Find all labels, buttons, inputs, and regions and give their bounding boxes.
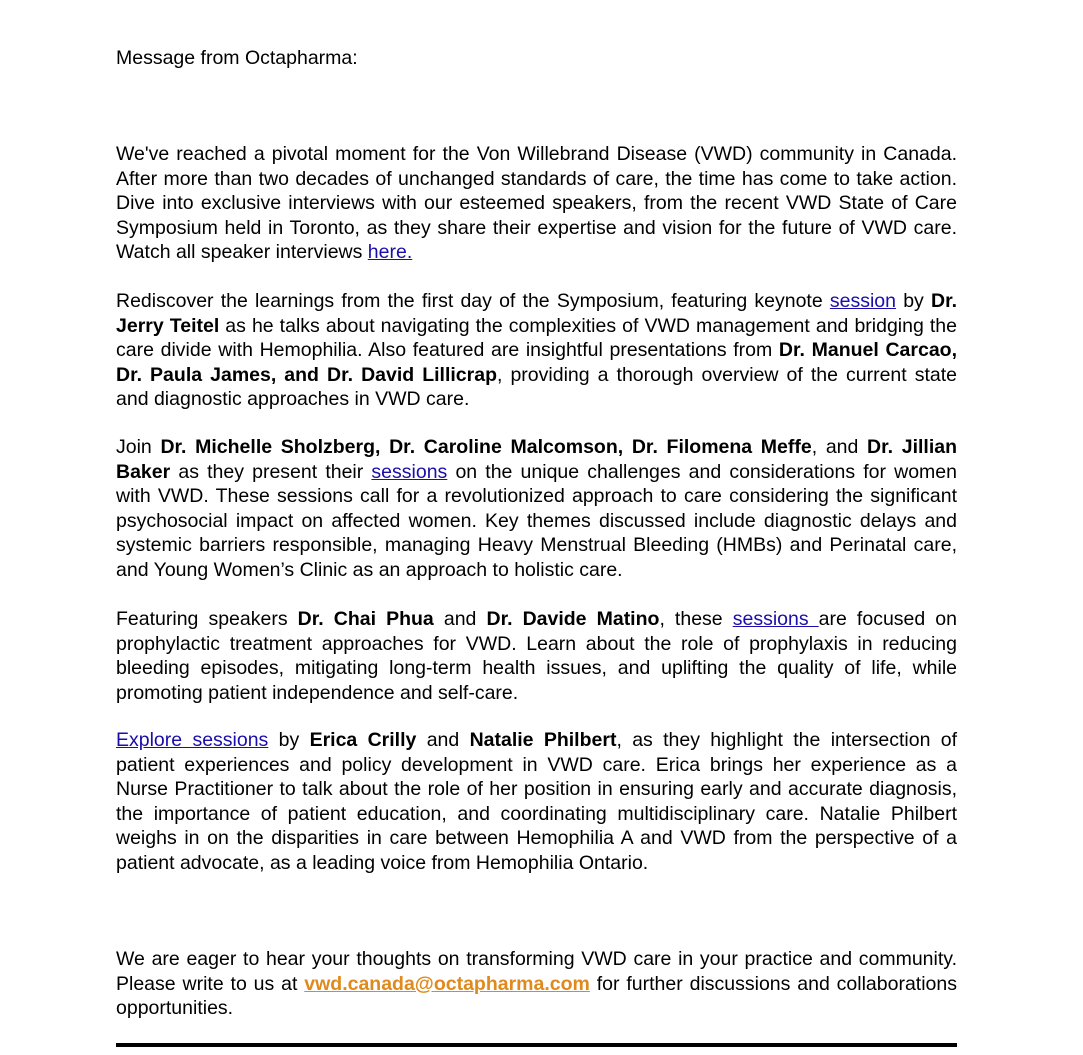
speaker-name: Dr. Davide Matino (486, 608, 660, 630)
text: , these (659, 608, 733, 630)
text: We've reached a pivotal moment for the Von Willebrand Disease (VWD) community in Canada. After more than two decades of unchanged standards of care, the time has come to take action. Dive into exclusive interviews with our esteemed speakers, from the recent VWD State of Care Symposium held in Toronto, as they share their expertise and vision for the future of VWD care. Watch all speaker interviews (116, 143, 957, 263)
contact-email-link[interactable]: vwd.canada@octapharma.com (304, 972, 590, 995)
speaker-name: Erica Crilly (309, 729, 417, 751)
text: by (896, 290, 931, 312)
paragraph-interviews (116, 142, 957, 265)
text: are focused on prophylactic treatment approaches for VWD. Learn about the role of prophylaxis in reducing bleeding episodes, mitigating long-term health issues, and uplifting the quality of life, while promoting patient independence and self-care. (116, 608, 958, 704)
speaker-name: Dr. Jillian Baker (116, 436, 958, 483)
paragraph-women-vwd (116, 435, 957, 582)
interviews-link[interactable]: here. (367, 241, 413, 263)
text: We are eager to hear your thoughts on transforming VWD care in your practice and community. Please write to us at (116, 948, 957, 995)
keynote-session-link[interactable]: session (829, 290, 896, 312)
women-sessions-link[interactable]: sessions (371, 460, 448, 483)
text: Rediscover the learnings from the first day of the Symposium, featuring keynote (116, 290, 830, 312)
text: as they present their (170, 460, 372, 483)
text: and (433, 608, 487, 630)
speaker-name: Natalie Philbert (469, 729, 617, 751)
text: , and (811, 436, 868, 458)
text: Join (116, 436, 161, 458)
speaker-names: Dr. Manuel Carcao, Dr. Paula James, and Dr. David Lillicrap (116, 339, 957, 386)
paragraph-policy (116, 728, 957, 875)
explore-sessions-link[interactable]: Explore sessions (116, 729, 269, 751)
text: by (268, 729, 310, 751)
paragraph-contact (116, 947, 957, 1021)
message-intro: Message from Octapharma: (116, 47, 358, 69)
prophylaxis-sessions-link[interactable]: sessions (732, 608, 819, 630)
divider (116, 1043, 957, 1047)
paragraph-day-one (116, 289, 957, 412)
speaker-names: Dr. Michelle Sholzberg, Dr. Caroline Malcomson, Dr. Filomena Meffe (160, 436, 812, 458)
text: and (416, 729, 470, 751)
text: Featuring speakers (116, 608, 298, 630)
text: for further discussions and collaborations opportunities. (116, 972, 957, 1019)
text: , providing a thorough overview of the current state and diagnostic approaches in VWD care. (116, 363, 957, 410)
speaker-name: Dr. Jerry Teitel (116, 290, 957, 337)
text: as he talks about navigating the complexities of VWD management and bridging the care divide with Hemophilia. Also featured are insightful presentations from (116, 314, 957, 361)
text: on the unique challenges and considerations for women with VWD. These sessions call for a revolutionized approach to care considering the significant psychosocial impact on affected women. Key themes discussed include diagnostic delays and systemic barriers responsible, managing Heavy Menstrual Bleeding (HMBs) and Perinatal care, and Young Women’s Clinic as an approach to holistic care. (116, 460, 957, 581)
paragraph-prophylaxis (116, 607, 957, 705)
text: , as they highlight the intersection of patient experiences and policy development in VWD care. Erica brings her experience as a Nurse Practitioner to talk about the role of her position in ensuring early and accurate diagnosis, the importance of patient education, and coordinating multidisciplinary care. Natalie Philbert weighs in on the disparities in care between Hemophilia A and VWD from the perspective of a patient advocate, as a leading voice from Hemophilia Ontario. (116, 729, 958, 874)
speaker-name: Dr. Chai Phua (297, 608, 434, 630)
